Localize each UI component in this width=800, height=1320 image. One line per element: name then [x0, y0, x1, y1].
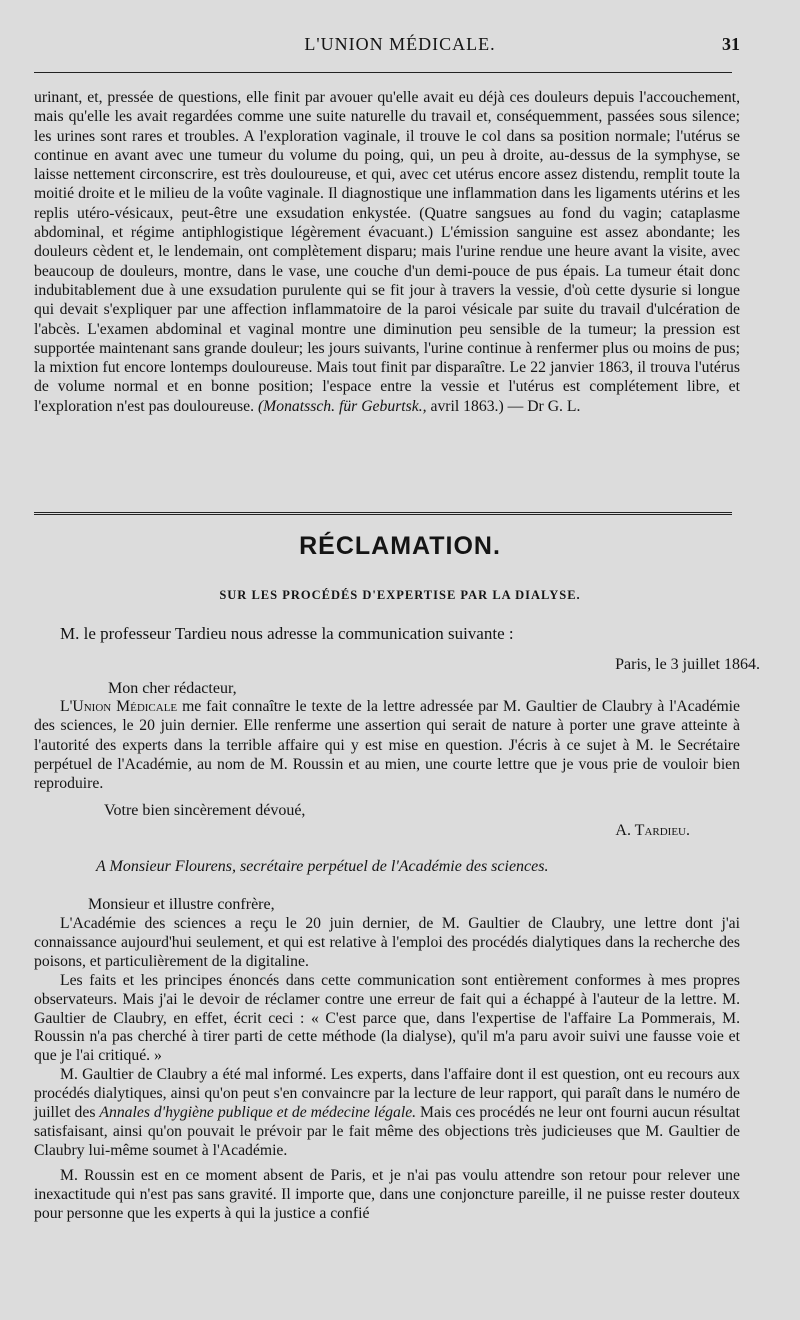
citation-journal: (Monatssch. für Geburtsk., — [257, 397, 427, 415]
page-number: 31 — [722, 34, 740, 54]
letter-body — [34, 915, 740, 1224]
header-rule — [34, 72, 732, 73]
letter-paragraph-2: Les faits et les principes énoncés dans cette communication sont entièrement conformes à mes propres observateurs. Mais j'ai le devoir de réclamer contre une erreur de fait qui a échappé à l'auteur de la lettre. M. Gaultier de Claubry, en effet, écrit ceci : « C'est parce que, dans l'expertise de l'affaire La Pommerais, M. Roussin n'a pas cherché à tirer parti de cette méthode (la dialyse), qu'il m'a paru avoir suivi une fausse voie et que je l'ai critiqué. » — [34, 971, 740, 1065]
citation-rest: avril 1863.) — Dr G. L. — [426, 397, 581, 415]
article-text: urinant, et, pressée de questions, elle finit par avouer qu'elle avait eu déjà ces douleurs depuis l'accouchement, mais qu'elle les avait regardées comme une suite naturelle du travail et, conséquemment, passées sous silence; les urines sont rares et troubles. A l'exploration vaginale, il trouve le col dans sa position normale; l'utérus se continue en avant avec une tumeur du volume du poing, qui, un peu à droite, au-dessus de la symphyse, se laisse nettement circonscrire, est très douloureuse, et qui, avec cet utérus encore assez distendu, remplit toute la moitié droite et le milieu de la voûte vaginale. Il diagnostique une inflammation dans les ligaments utérins et les replis utéro-vésicaux, peut-être une exsudation enkystée. (Quatre sangsues au fond du vagin; cataplasme abdominal, et régime antiphlogistique légèrement évacuant.) L'émission sanguine est assez abondante; les douleurs cèdent et, le lendemain, ont complètement disparu; mais l'urine rendue une heure avant la visite, avec beaucoup de douleurs, montre, dans le vase, une couche d'un demi-pouce de pus épais. La tumeur était donc indubitablement due à une exsudation purulente qui se fit jour à travers la vessie, d'où cette dysurie si longue qui devait s'expliquer par une affection inflammatoire de la paroi vésicale par suite du travail d'ulcération de l'abcès. L'examen abdominal et vaginal montre une diminution peu sensible de la tumeur; la pression est supportée maintenant sans grande douleur; les jours suivants, l'urine continue à renfermer plus ou moins de pus; la mixtion fut encore lontemps douloureuse. Mais tout finit par disparaître. Le 22 janvier 1863, il trouva l'utérus de volume normal et en bonne position; l'espace entre la vessie et l'utérus est complétement libre, et l'exploration n'est pas douloureuse. — [34, 89, 740, 415]
section-divider — [34, 512, 732, 517]
place-date: Paris, le 3 juillet 1864. — [615, 656, 760, 673]
running-head: L'UNION MÉDICALE. — [304, 34, 496, 54]
letter-paragraph-3-rest: Mais ces procédés ne leur ont fourni aucun résultat satisfaisant, ainsi qu'on pouvait le prévoir par le fait même des objections très judicieuses que M. Gaultier de Claubry lui-même soumet à l'Académie. — [34, 1104, 740, 1159]
letter-salutation: Monsieur et illustre confrère, — [88, 896, 275, 913]
section-subtitle: SUR LES PROCÉDÉS D'EXPERTISE PAR LA DIALYSE. — [219, 588, 581, 602]
section-title: RÉCLAMATION. — [299, 532, 501, 560]
reclamation-text: me fait connaître le texte de la lettre adressée par M. Gaultier de Claubry à l'Académie des sciences, le 20 juin dernier. Elle renferme une assertion qui serait de nature à porter une grave atteinte à l'autorité des experts dans la terrible affaire qui y est mise en question. J'écris à ce sujet à M. le Secrétaire perpétuel de l'Académie, au nom de M. Roussin et au mien, une courte lettre que je vous prie de vouloir bien reproduire. — [34, 698, 740, 793]
reclamation-paragraph — [34, 697, 740, 793]
letter-addressee: A Monsieur Flourens, secrétaire perpétuel de l'Académie des sciences. — [96, 858, 549, 875]
page-header — [60, 34, 740, 58]
reclamation-body — [34, 697, 740, 793]
letter-paragraph-3-text: M. Gaultier de Claubry a été mal informé. Les experts, dans l'affaire dont il est question, ont eu recours aux procédés dialytiques, ainsi qu'on peut s'en convaincre par la lecture de leur rapport, qui paraît dans le numéro de juillet des — [34, 1066, 740, 1122]
letter-paragraph-3 — [34, 1066, 740, 1161]
annales-journal: Annales d'hygiène publique et de médecine légale. — [99, 1104, 417, 1122]
journal-name: L'Union Médicale — [60, 698, 178, 715]
signature: A. Tardieu. — [615, 822, 690, 839]
letter-paragraph-1: L'Académie des sciences a reçu le 20 juin dernier, de M. Gaultier de Claubry, une lettre dont j'ai connaissance aujourd'hui seulement, et qui est relative à l'emploi des procédés dialytiques dans la recherche des poisons, et particulièrement de la digitaline. — [34, 915, 740, 970]
article-paragraph — [34, 88, 740, 416]
letter-paragraph-4: M. Roussin est en ce moment absent de Paris, et je n'ai pas voulu attendre son retour pour relever une inexactitude qui n'est pas sans gravité. Il importe que, dans une conjoncture pareille, il ne puisse rester douteux pour personne que les experts à qui la justice a confié — [34, 1166, 740, 1222]
closing-line: Votre bien sincèrement dévoué, — [104, 802, 306, 819]
salutation: Mon cher rédacteur, — [108, 680, 237, 697]
intro-line: M. le professeur Tardieu nous adresse la communication suivante : — [60, 624, 514, 643]
article-continuation — [34, 88, 740, 416]
